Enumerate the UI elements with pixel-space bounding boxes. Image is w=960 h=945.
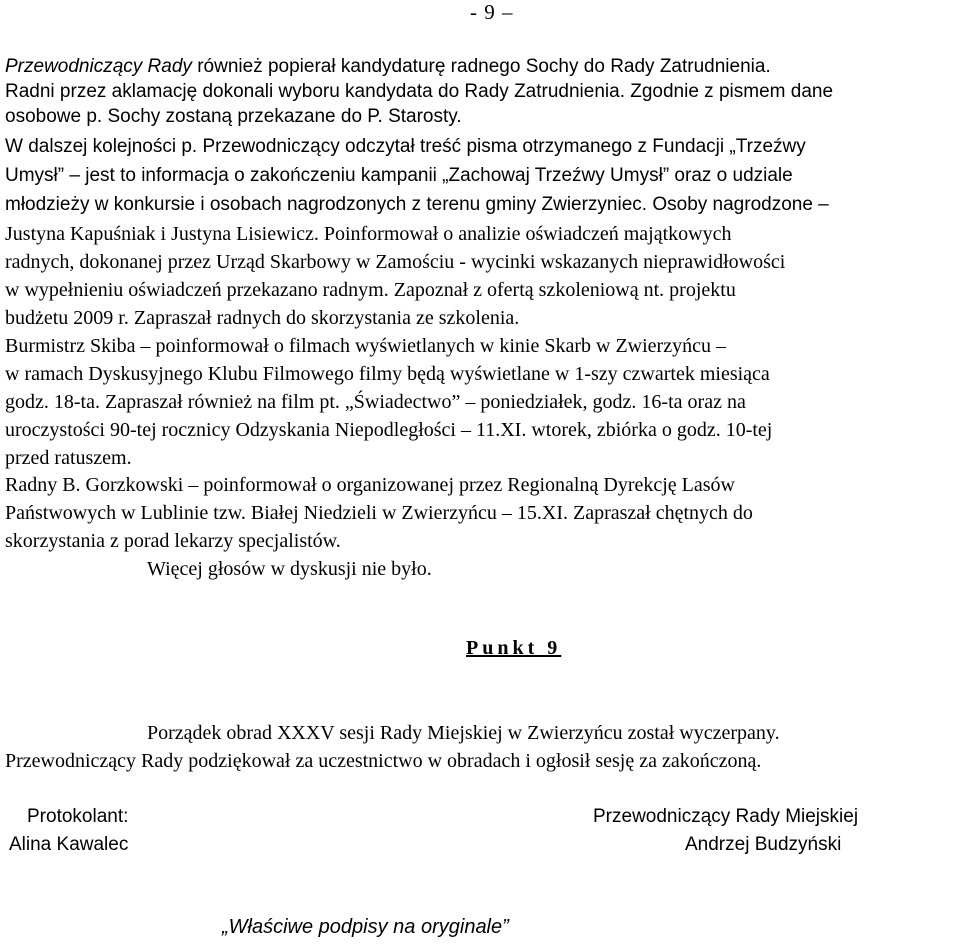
- paragraph-2-line-4: [5, 222, 732, 246]
- paragraph-2-line-1-intro: W dalszej kolejności p.: [5, 136, 203, 157]
- section-heading: Punkt 9: [466, 637, 562, 659]
- paragraph-4-line-4: Więcej głosów w dyskusji nie było.: [147, 558, 432, 580]
- protocol-writer-name: Alina Kawalec: [9, 834, 129, 855]
- paragraph-3-line-2: w ramach Dyskusyjnego Klubu Filmowego filmy będą wyświetlane w 1-szy czwartek miesiąca: [5, 363, 770, 385]
- chairman-name: Andrzej Budzyński: [685, 834, 842, 855]
- paragraph-2-line-7: budżetu 2009 r. Zapraszał radnych do skorzystania ze szkolenia.: [5, 307, 520, 329]
- paragraph-2-line-3: młodzieży w konkursie i osobach nagrodzonych z terenu gminy Zwierzyniec. Osoby nagrodzone –: [5, 194, 829, 215]
- original-signatures-note: „Właściwe podpisy na oryginale”: [222, 916, 509, 938]
- awardee-names: Justyna Kapuśniak i Justyna Lisiewicz.: [5, 223, 319, 245]
- chairman-title: Przewodniczący Rady Miejskiej: [593, 806, 859, 827]
- paragraph-2-line-1-text: Przewodniczący odczytał treść pisma otrzymanego z Fundacji „Trzeźwy: [202, 136, 806, 157]
- paragraph-1-line-1-text: również popierał kandydaturę radnego Sochy do Rady Zatrudnienia.: [191, 56, 771, 77]
- paragraph-3-line-4: uroczystości 90-tej rocznicy Odzyskania Niepodległości – 11.XI. wtorek, zbiórka o godz. 10-tej: [5, 419, 773, 441]
- paragraph-4-line-3: skorzystania z porad lekarzy specjalistów.: [5, 530, 341, 552]
- paragraph-3-line-3: godz. 18-ta. Zapraszał również na film pt. „Świadectwo” – poniedziałek, godz. 16-ta oraz na: [5, 391, 746, 413]
- paragraph-2-line-4-text: Poinformował o analizie oświadczeń majątkowych: [318, 223, 732, 245]
- protocol-writer-title: Protokolant:: [27, 806, 129, 827]
- paragraph-1-line-2: Radni przez aklamację dokonali wyboru kandydata do Rady Zatrudnienia. Zgodnie z pismem dane: [5, 81, 834, 102]
- paragraph-2-line-2: Umysł” – jest to informacja o zakończeniu kampanii „Zachowaj Trzeźwy Umysł” oraz o udziale: [5, 165, 793, 186]
- paragraph-2-line-6: w wypełnieniu oświadczeń przekazano radnym. Zapoznał z ofertą szkoleniową nt. projektu: [5, 279, 736, 301]
- paragraph-3-line-5: przed ratuszem.: [5, 447, 132, 469]
- paragraph-2-line-1: [5, 134, 806, 159]
- paragraph-4-line-2: Państwowych w Lublinie tzw. Białej Niedzieli w Zwierzyńcu – 15.XI. Zapraszał chętnych do: [5, 502, 753, 524]
- page-number: - 9 –: [470, 0, 514, 24]
- closing-line-2: Przewodniczący Rady podziękował za uczestnictwo w obradach i ogłosił sesję za zakończoną.: [5, 750, 762, 772]
- paragraph-4-line-1: Radny B. Gorzkowski – poinformował o organizowanej przez Regionalną Dyrekcję Lasów: [5, 474, 735, 496]
- paragraph-2-line-5: radnych, dokonanej przez Urząd Skarbowy w Zamościu - wycinki wskazanych nieprawidłowości: [5, 251, 786, 273]
- paragraph-3-line-1: Burmistrz Skiba – poinformował o filmach wyświetlanych w kinie Skarb w Zwierzyńcu –: [5, 335, 726, 357]
- closing-line-1: Porządek obrad XXXV sesji Rady Miejskiej w Zwierzyńcu został wyczerpany.: [147, 722, 780, 744]
- paragraph-1-line-3: osobowe p. Sochy zostaną przekazane do P. Starosty.: [5, 106, 462, 127]
- speaker-name: Przewodniczący Rady: [5, 56, 192, 77]
- paragraph-1-line-1: [5, 55, 771, 79]
